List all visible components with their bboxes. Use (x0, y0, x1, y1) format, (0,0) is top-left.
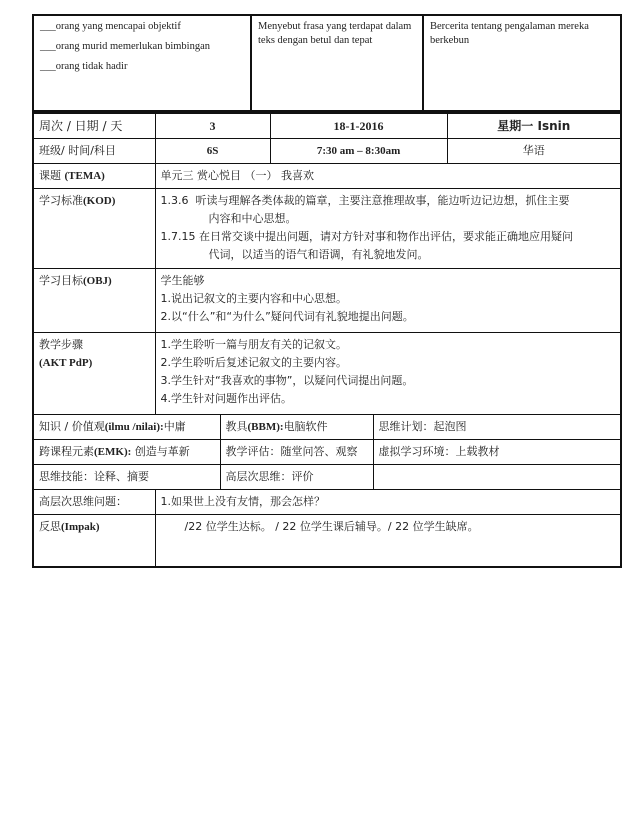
objective-2-cell: Menyebut frasa yang terdapat dalam teks dengan betul dan tepat (251, 15, 423, 111)
week-date-day-label: 周次 / 日期 / 天 (33, 113, 155, 139)
impak-value (155, 515, 621, 567)
class-value: 6S (155, 139, 270, 164)
pdp-label-zh: 教学步骤 (39, 338, 83, 351)
assessment-cell: 教学评估：随堂问答、观察 (220, 440, 373, 465)
pdp-step: 3.学生针对“我喜欢的事物”，以疑问代词提出问题。 (160, 374, 414, 387)
hots-question-label: 高层次思维问题： (33, 490, 155, 515)
obj-line: 学生能够 (160, 274, 205, 287)
empty-cell (373, 465, 621, 490)
hots-cell: 高层次思维：评价 (220, 465, 373, 490)
objective-3-cell: Bercerita tentang pengalaman mereka berkebun (423, 15, 621, 111)
class-time-subject-label: 班级/ 时间/科目 (33, 139, 155, 164)
achieved-line: ___orang yang mencapai objektif (40, 21, 181, 32)
subject-value: 华语 (447, 139, 621, 164)
nilai-cell: 知识 / 价值观(ilmu /nilai):中庸 (33, 415, 220, 440)
tema-label: 课题 (TEMA) (33, 164, 155, 189)
day-value: 星期一 Isnin (447, 113, 621, 139)
objectives-summary-table (32, 14, 622, 112)
impak-text: /22 位学生达标。 / 22 位学生课后辅导。/ 22 位学生缺席。 (184, 520, 479, 533)
pdp-steps (155, 333, 621, 415)
date-value: 18-1-2016 (270, 113, 447, 139)
impak-label: 反思(Impak) (33, 515, 155, 567)
week-value: 3 (155, 113, 270, 139)
thinking-plan-cell: 思维计划：起泡图 (373, 415, 621, 440)
time-value: 7:30 am – 8:30am (270, 139, 447, 164)
obj-label: 学习目标(OBJ) (33, 269, 155, 333)
obj-line: 1.说出记叙文的主要内容和中心思想。 (160, 292, 348, 305)
obj-line: 2.以“什么”和“为什么”疑问代词有礼貌地提出问题。 (160, 310, 414, 323)
kod-standards (155, 189, 621, 269)
pdp-step: 4.学生针对问题作出评估。 (160, 392, 293, 405)
bbm-cell: 教具(BBM):电脑软件 (220, 415, 373, 440)
thinking-skill-cell: 思维技能：诠释、摘要 (33, 465, 220, 490)
standard-2-line: 1.7.15 在日常交谈中提出问题，请对方针对事和物作出评估，要求能正确地应用疑问 (160, 230, 574, 243)
standard-1-line: 1.3.6 听读与理解各类体裁的篇章，主要注意推理故事，能边听边记边想，抓住主要 (160, 194, 570, 207)
absent-line: ___orang tidak hadir (40, 61, 128, 72)
pdp-label (33, 333, 155, 415)
emk-cell: 跨课程元素(EMK): 创造与革新 (33, 440, 220, 465)
standard-1-cont: 内容和中心思想。 (208, 212, 297, 225)
obj-value (155, 269, 621, 333)
kod-label: 学习标准(KOD) (33, 189, 155, 269)
standard-2-cont: 代词，以适当的语气和语调，有礼貌地发问。 (208, 248, 429, 261)
attendance-cell (33, 15, 251, 111)
pdp-step: 2.学生聆听后复述记叙文的主要内容。 (160, 356, 348, 369)
lesson-plan-table (32, 112, 622, 568)
hots-question-value: 1.如果世上没有友情，那会怎样？ (155, 490, 621, 515)
tema-value: 单元三 赏心悦目 （一） 我喜欢 (155, 164, 621, 189)
pdp-step: 1.学生聆听一篇与朋友有关的记叙文。 (160, 338, 348, 351)
pdp-label-en: (AKT PdP) (39, 357, 93, 369)
virtual-env-cell: 虚拟学习环境：上载教材 (373, 440, 621, 465)
guidance-line: ___orang murid memerlukan bimbingan (40, 41, 211, 52)
